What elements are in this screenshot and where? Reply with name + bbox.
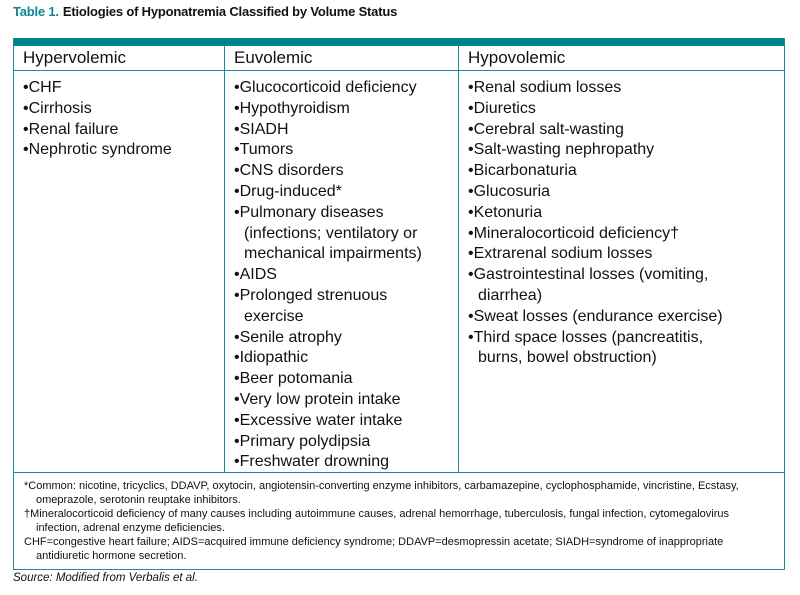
header-euvolemic: Euvolemic	[225, 46, 459, 70]
list-item-line: •Cirrhosis	[23, 99, 92, 117]
list-item-line: •Excessive water intake	[234, 411, 403, 429]
table-top-bar	[14, 38, 784, 46]
list-item	[234, 265, 458, 286]
list-item-line: •Primary polydipsia	[234, 432, 371, 450]
list-item-line: •Glucosuria	[468, 182, 551, 200]
footnote-line: *Common: nicotine, tricyclics, DDAVP, oxytocin, angiotensin-converting enzyme inhibitors, carbamazepine, cyclophosphamide, vincristine, Ecstasy,	[24, 480, 739, 492]
list-item	[234, 348, 458, 369]
list-item	[234, 390, 458, 411]
list-item-line: exercise	[244, 307, 304, 325]
list-item	[234, 182, 458, 203]
list-item-line: •Salt-wasting nephropathy	[468, 141, 655, 159]
list-item	[234, 286, 458, 328]
list-item	[234, 432, 458, 453]
list-item-line: •Idiopathic	[234, 349, 309, 367]
list-item-line: •Bicarbonaturia	[468, 162, 577, 180]
euvolemic-list	[225, 71, 459, 472]
list-item	[468, 99, 784, 120]
list-item	[234, 161, 458, 182]
footnotes	[14, 473, 784, 569]
list-item	[468, 328, 784, 370]
header-row	[14, 46, 784, 71]
list-item	[234, 328, 458, 349]
header-hypervolemic: Hypervolemic	[14, 46, 225, 70]
list-item	[234, 203, 458, 265]
source-note: Source: Modified from Verbalis et al.	[13, 572, 198, 584]
footnote-line: infection, adrenal enzyme deficiencies.	[36, 522, 225, 534]
list-item-line: diarrhea)	[478, 286, 543, 304]
list-item-line: •Diuretics	[468, 99, 536, 117]
list-item-line: (infections; ventilatory or	[244, 224, 418, 242]
list-item	[234, 411, 458, 432]
list-item-line: •Beer potomania	[234, 370, 353, 388]
list-item	[468, 203, 784, 224]
list-item	[234, 452, 458, 473]
list-item	[23, 140, 224, 161]
table-caption: Etiologies of Hyponatremia Classified by Volume Status	[62, 4, 398, 19]
list-item	[468, 265, 784, 307]
list-item-line: •Freshwater drowning	[234, 453, 389, 471]
hypervolemic-list	[14, 71, 225, 472]
footnote-line: omeprazole, serotonin reuptake inhibitors.	[36, 494, 241, 506]
hypovolemic-list	[459, 71, 784, 472]
list-item	[468, 307, 784, 328]
footnote-line: antidiuretic hormone secretion.	[36, 550, 187, 562]
footnote	[24, 507, 784, 535]
list-item	[234, 369, 458, 390]
list-item	[23, 120, 224, 141]
list-item-line: •Renal sodium losses	[468, 79, 622, 96]
list-item-line: •Tumors	[234, 141, 294, 159]
list-item	[468, 140, 784, 161]
table-number: Table 1.	[13, 4, 59, 19]
list-item-line: •Sweat losses (endurance exercise)	[468, 307, 723, 325]
list-item-line: •CNS disorders	[234, 162, 344, 180]
list-item-line: •Hypothyroidism	[234, 99, 350, 117]
list-item-line: •Glucocorticoid deficiency	[234, 79, 417, 96]
table-title	[13, 4, 397, 19]
list-item-line: •Gastrointestinal losses (vomiting,	[468, 266, 709, 284]
list-item	[23, 78, 224, 99]
list-item-line: •Nephrotic syndrome	[23, 141, 172, 159]
body-row	[14, 71, 784, 473]
list-item	[468, 78, 784, 99]
list-item-line: •Cerebral salt-wasting	[468, 120, 624, 138]
list-item	[468, 244, 784, 265]
list-item-line: •Senile atrophy	[234, 328, 342, 346]
list-item	[234, 140, 458, 161]
list-item	[468, 182, 784, 203]
list-item-line: •Ketonuria	[468, 203, 543, 221]
list-item-line: •Extrarenal sodium losses	[468, 245, 653, 263]
list-item-line: •Mineralocorticoid deficiency†	[468, 224, 680, 242]
list-item	[468, 224, 784, 245]
list-item	[23, 99, 224, 120]
footnote	[24, 479, 784, 507]
footnote-line: CHF=congestive heart failure; AIDS=acquired immune deficiency syndrome; DDAVP=desmopressin acetate; SIADH=syndrome of inappropriate	[24, 536, 724, 548]
list-item	[234, 99, 458, 120]
list-item-line: •Drug-induced*	[234, 182, 342, 200]
footnote	[24, 535, 784, 563]
list-item	[468, 120, 784, 141]
list-item-line: •Prolonged strenuous	[234, 286, 388, 304]
etiology-table	[13, 38, 785, 570]
list-item-line: •Very low protein intake	[234, 390, 401, 408]
footnote-line: †Mineralocorticoid deficiency of many causes including autoimmune causes, adrenal hemorrhage, tuberculosis, fungal infection, cytomegalovirus	[24, 508, 729, 520]
list-item-line: •Renal failure	[23, 120, 119, 138]
list-item	[468, 161, 784, 182]
list-item	[234, 120, 458, 141]
list-item-line: •AIDS	[234, 266, 277, 284]
list-item-line: mechanical impairments)	[244, 245, 422, 263]
list-item-line: burns, bowel obstruction)	[478, 349, 657, 367]
list-item-line: •SIADH	[234, 120, 289, 138]
list-item	[234, 78, 458, 99]
header-hypovolemic: Hypovolemic	[468, 48, 566, 67]
list-item-line: •Pulmonary diseases	[234, 203, 384, 221]
list-item-line: •CHF	[23, 79, 62, 96]
list-item-line: •Third space losses (pancreatitis,	[468, 328, 704, 346]
